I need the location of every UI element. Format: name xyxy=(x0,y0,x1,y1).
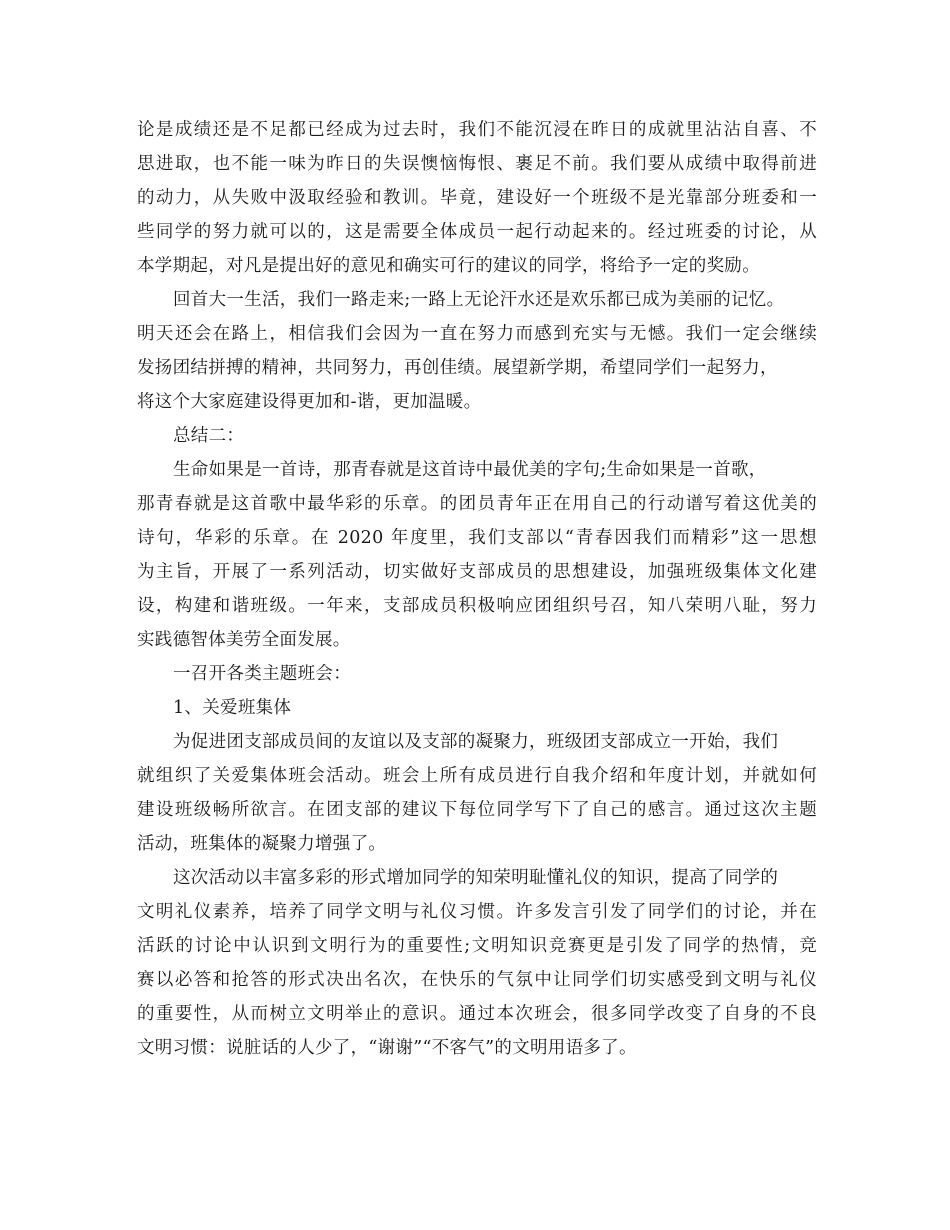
paragraph-line: 实践德智体美劳全面发展。 xyxy=(137,630,351,650)
paragraph-line: 那青春就是这首歌中最华彩的乐章。的团员青年正在用自己的行动谱写着这优美的 xyxy=(137,494,817,514)
paragraph-line: 活动，班集体的凝聚力增强了。 xyxy=(137,834,387,854)
paragraph-line: 为促进团支部成员间的友谊以及支部的凝聚力，班级团支部成立一开始，我们 xyxy=(173,732,779,752)
paragraph-line: 诗句，华彩的乐章。在 2020 年度里，我们支部以“青春因我们而精彩”这一思想 xyxy=(137,528,817,548)
paragraph-line: 本学期起，对凡是提出好的意见和确实可行的建议的同学，将给予一定的奖励。 xyxy=(137,256,760,276)
paragraph-line: 文明习惯：说脏话的人少了，“谢谢”“不客气”的文明用语多了。 xyxy=(137,1038,637,1058)
paragraph-line: 建设班级畅所欲言。在团支部的建议下每位同学写下了自己的感言。通过这次主题 xyxy=(137,800,817,820)
document-body xyxy=(137,113,817,1065)
paragraph-line: 论是成绩还是不足都已经成为过去时，我们不能沉浸在昨日的成就里沾沾自喜、不 xyxy=(137,120,817,140)
section-heading: 1、关爱班集体 xyxy=(173,698,292,718)
paragraph-line: 生命如果是一首诗，那青春就是这首诗中最优美的字句;生命如果是一首歌， xyxy=(173,460,767,480)
paragraph-line: 明天还会在路上，相信我们会因为一直在努力而感到充实与无憾。我们一定会继续 xyxy=(137,324,817,344)
paragraph-line: 思进取，也不能一味为昨日的失误懊恼悔恨、裹足不前。我们要从成绩中取得前进 xyxy=(137,154,817,174)
paragraph-line: 为主旨，开展了一系列活动，切实做好支部成员的思想建设，加强班级集体文化建 xyxy=(137,562,817,582)
paragraph-line: 赛以必答和抢答的形式决出名次，在快乐的气氛中让同学们切实感受到文明与礼仪 xyxy=(137,970,817,990)
section-heading: 总结二： xyxy=(173,426,245,446)
paragraph-line: 的重要性，从而树立文明举止的意识。通过本次班会，很多同学改变了自身的不良 xyxy=(137,1004,817,1024)
paragraph-line: 的动力，从失败中汲取经验和教训。毕竟，建设好一个班级不是光靠部分班委和一 xyxy=(137,188,817,208)
paragraph-line: 就组织了关爱集体班会活动。班会上所有成员进行自我介绍和年度计划，并就如何 xyxy=(137,766,817,786)
paragraph-line: 些同学的努力就可以的，这是需要全体成员一起行动起来的。经过班委的讨论，从 xyxy=(137,222,817,242)
paragraph-line: 将这个大家庭建设得更加和-谐，更加温暖。 xyxy=(137,392,482,412)
paragraph-line: 文明礼仪素养，培养了同学文明与礼仪习惯。许多发言引发了同学们的讨论，并在 xyxy=(137,902,817,922)
paragraph-line: 活跃的讨论中认识到文明行为的重要性;文明知识竞赛更是引发了同学的热情，竞 xyxy=(137,936,817,956)
section-heading: 一召开各类主题班会： xyxy=(173,664,351,684)
paragraph-line: 回首大一生活，我们一路走来;一路上无论汗水还是欢乐都已成为美丽的记忆。 xyxy=(173,290,785,310)
paragraph-line: 这次活动以丰富多彩的形式增加同学的知荣明耻懂礼仪的知识，提高了同学的 xyxy=(173,868,779,888)
paragraph-line: 设，构建和谐班级。一年来，支部成员积极响应团组织号召，知八荣明八耻，努力 xyxy=(137,596,817,616)
paragraph-line: 发扬团结拼搏的精神，共同努力，再创佳绩。展望新学期，希望同学们一起努力， xyxy=(137,358,778,378)
